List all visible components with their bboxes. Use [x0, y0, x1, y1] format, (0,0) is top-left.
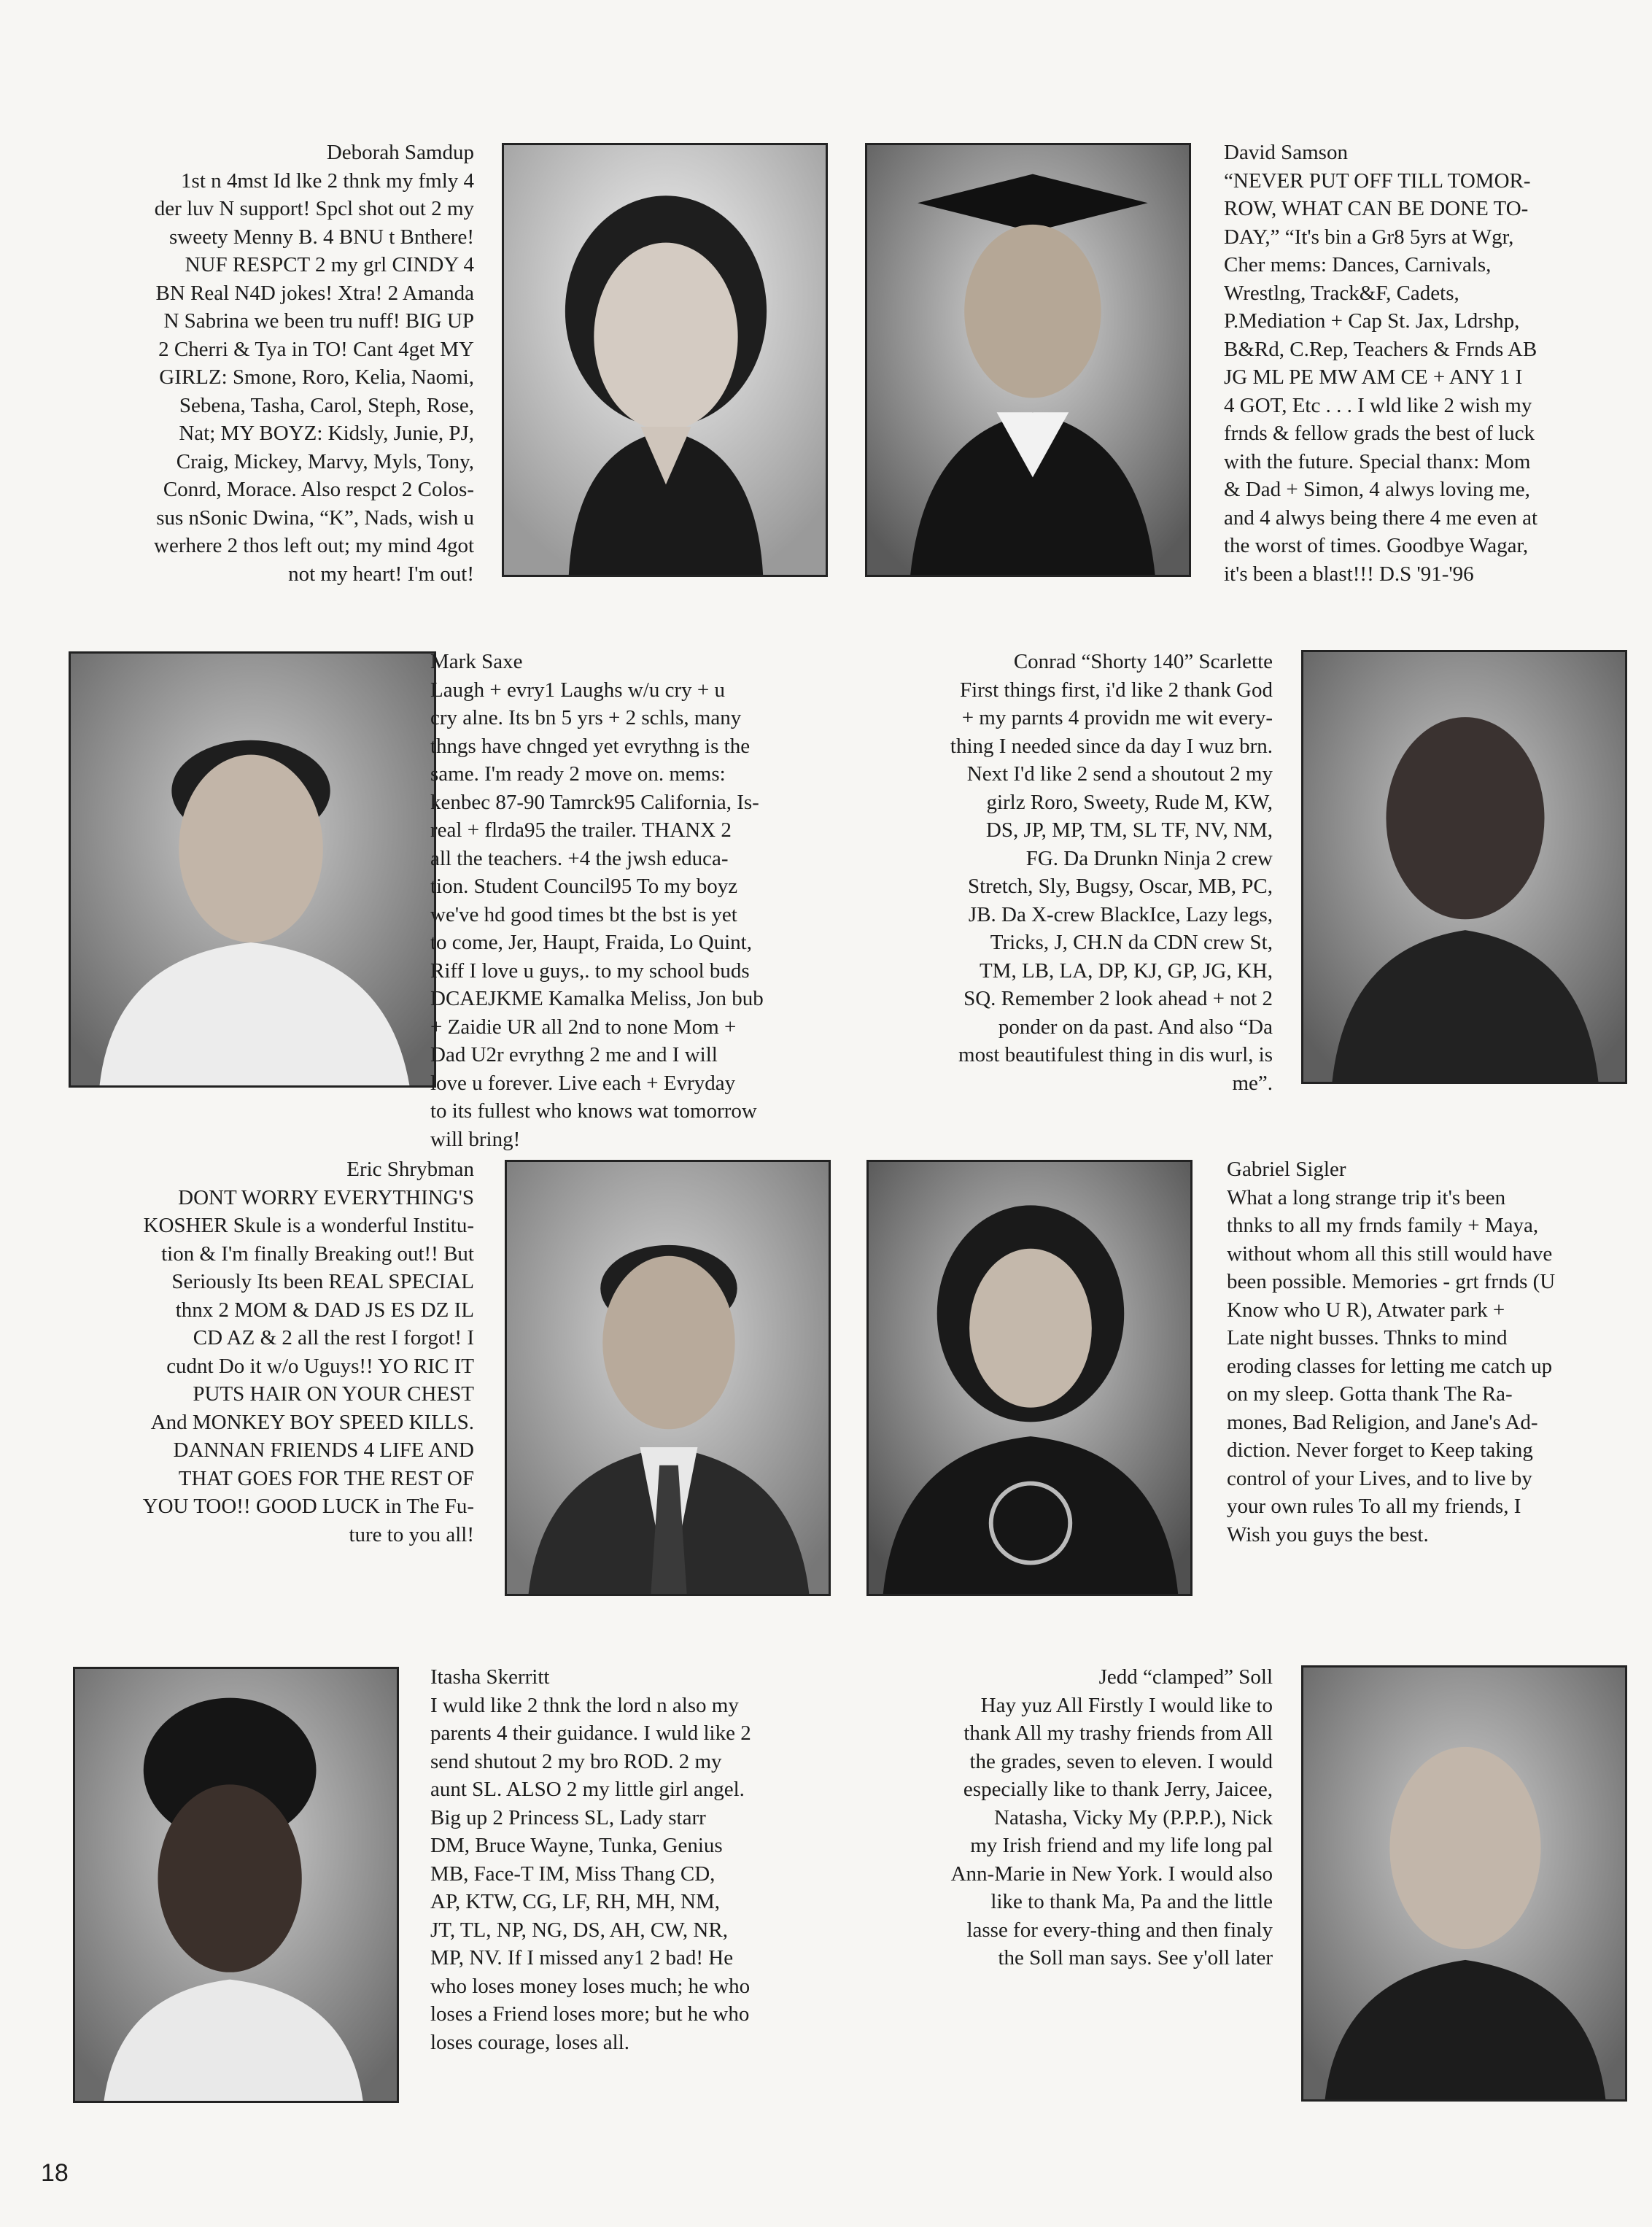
message-line: frnds & fellow grads the best of luck [1224, 422, 1535, 445]
message-line: KOSHER Skule is a wonderful Institu- [143, 1214, 474, 1237]
message-line: Wish you guys the best. [1227, 1522, 1429, 1546]
message-line: like to thank Ma, Pa and the little [990, 1890, 1273, 1913]
message-line: without whom all this still would have [1227, 1242, 1553, 1266]
student-name: Jedd “clamped” Soll [1098, 1665, 1273, 1689]
message-line: been possible. Memories - grt frnds (U [1227, 1270, 1556, 1293]
message-line: AP, KTW, CG, LF, RH, MH, NM, [430, 1890, 721, 1913]
message-line: ROW, WHAT CAN BE DONE TO- [1224, 197, 1529, 220]
message-line: real + flrda95 the trailer. THANX 2 [430, 818, 732, 842]
message-line: CD AZ & 2 all the rest I forgot! I [193, 1326, 474, 1349]
message-line: First things first, i'd like 2 thank God [960, 678, 1273, 702]
message-line: BN Real N4D jokes! Xtra! 2 Amanda [155, 281, 474, 305]
message-line: Big up 2 Princess SL, Lady starr [430, 1805, 706, 1829]
message-line: DS, JP, MP, TM, SL TF, NV, NM, [985, 818, 1273, 842]
message-line: diction. Never forget to Keep taking [1227, 1438, 1533, 1462]
message-line: PUTS HAIR ON YOUR CHEST [193, 1382, 474, 1406]
entry-david [1224, 139, 1632, 588]
photo-itasha [73, 1667, 399, 2103]
message-line: TM, LB, LA, DP, KJ, GP, JG, KH, [979, 958, 1273, 983]
message-line: not my heart! I'm out! [288, 562, 474, 586]
message-line: the worst of times. Goodbye Wagar, [1224, 534, 1529, 557]
message-line: cry alne. Its bn 5 yrs + 2 schls, many [430, 706, 742, 729]
student-name: Conrad “Shorty 140” Scarlette [1013, 650, 1273, 673]
message-line: lasse for every-thing and then finaly [966, 1918, 1273, 1942]
message-line: tion & I'm finally Breaking out!! But [161, 1242, 474, 1266]
photo-mark [69, 651, 436, 1088]
message-line: sweety Menny B. 4 BNU t Bnthere! [168, 225, 474, 249]
message-line: thing I needed since da day I wuz brn. [950, 734, 1273, 758]
message-line: Dad U2r evrythng 2 me and I will [430, 1043, 718, 1066]
message-line: Tricks, J, CH.N da CDN crew St, [990, 931, 1273, 954]
message-line: cudnt Do it w/o Uguys!! YO RIC IT [166, 1354, 474, 1378]
entry-itasha [430, 1663, 853, 2056]
message-line: And MONKEY BOY SPEED KILLS. [150, 1410, 474, 1434]
entry-conrad [861, 648, 1273, 1097]
message-line: and 4 alwys being there 4 me even at [1224, 506, 1538, 530]
photo-eric [505, 1160, 831, 1596]
message-line: NUF RESPCT 2 my grl CINDY 4 [185, 253, 474, 276]
message-line: “NEVER PUT OFF TILL TOMOR- [1224, 169, 1531, 193]
entry-jedd [861, 1663, 1273, 1972]
message-line: werhere 2 thos left out; my mind 4got [154, 534, 474, 557]
message-line: Next I'd like 2 send a shoutout 2 my [966, 762, 1273, 786]
message-line: to its fullest who knows wat tomorrow [430, 1099, 757, 1123]
message-line: with the future. Special thanx: Mom [1224, 449, 1531, 473]
message-line: DCAEJKME Kamalka Meliss, Jon bub [430, 987, 764, 1010]
message-line: thank All my trashy friends from All [963, 1721, 1273, 1745]
message-line: sus nSonic Dwina, “K”, Nads, wish u [156, 506, 474, 530]
message-line: who loses money loses much; he who [430, 1974, 751, 1998]
entry-mark [430, 648, 853, 1153]
message-line: der luv N support! Spcl shot out 2 my [154, 197, 474, 220]
photo-conrad [1301, 650, 1627, 1084]
student-name: Eric Shrybman [346, 1158, 474, 1181]
message-line: Riff I love u guys,. to my school buds [430, 958, 750, 983]
message-line: the Soll man says. See y'oll later [998, 1946, 1273, 1970]
message-line: loses a Friend loses more; but he who [430, 2002, 750, 2026]
message-line: N Sabrina we been tru nuff! BIG UP [163, 309, 474, 333]
message-line: & Dad + Simon, 4 alwys loving me, [1224, 478, 1530, 501]
message-line: will bring! [430, 1127, 521, 1151]
message-line: to come, Jer, Haupt, Fraida, Lo Quint, [430, 931, 752, 954]
message-line: control of your Lives, and to live by [1227, 1466, 1532, 1490]
message-line: thngs have chnged yet evrythng is the [430, 734, 751, 758]
message-line: kenbec 87-90 Tamrck95 California, Is- [430, 790, 759, 814]
message-line: THAT GOES FOR THE REST OF [178, 1466, 474, 1490]
message-line: Late night busses. Thnks to mind [1227, 1326, 1508, 1349]
message-line: most beautifulest thing in dis wurl, is [958, 1043, 1273, 1066]
message-line: JB. Da X-crew BlackIce, Lazy legs, [968, 902, 1273, 926]
message-line: mones, Bad Religion, and Jane's Ad- [1227, 1410, 1538, 1434]
message-line: eroding classes for letting me catch up [1227, 1354, 1553, 1378]
photo-jedd [1301, 1665, 1627, 2102]
message-line: 4 GOT, Etc . . . I wld like 2 wish my [1224, 393, 1532, 417]
message-line: girlz Roro, Sweety, Rude M, KW, [986, 790, 1273, 814]
photo-gabriel [866, 1160, 1193, 1596]
message-line: thnks to all my frnds family + Maya, [1227, 1214, 1539, 1237]
student-name: David Samson [1224, 141, 1348, 164]
entry-gabriel [1227, 1155, 1635, 1549]
message-line: loses courage, loses all. [430, 2030, 630, 2054]
message-line: SQ. Remember 2 look ahead + not 2 [963, 987, 1273, 1010]
message-line: Wrestlng, Track&F, Cadets, [1224, 281, 1459, 305]
student-name: Itasha Skerritt [430, 1665, 550, 1689]
message-line: 1st n 4mst Id lke 2 thnk my fmly 4 [181, 169, 474, 193]
message-line: Hay yuz All Firstly I would like to [980, 1693, 1273, 1717]
message-line: JG ML PE MW AM CE + ANY 1 I [1224, 365, 1523, 389]
message-line: Conrd, Morace. Also respct 2 Colos- [163, 478, 474, 501]
message-line: Cher mems: Dances, Carnivals, [1224, 253, 1492, 276]
message-line: Stretch, Sly, Bugsy, Oscar, MB, PC, [967, 875, 1273, 898]
message-line: MB, Face-T IM, Miss Thang CD, [430, 1862, 716, 1886]
message-line: JT, TL, NP, NG, DS, AH, CW, NR, [430, 1918, 728, 1942]
message-line: my Irish friend and my life long pal [970, 1834, 1273, 1857]
message-line: Laugh + evry1 Laughs w/u cry + u [430, 678, 725, 702]
message-line: aunt SL. ALSO 2 my little girl angel. [430, 1778, 745, 1801]
message-line: B&Rd, C.Rep, Teachers & Frnds AB [1224, 337, 1537, 361]
message-line: GIRLZ: Smone, Roro, Kelia, Naomi, [159, 365, 474, 389]
message-line: + Zaidie UR all 2nd to none Mom + [430, 1015, 737, 1039]
message-line: What a long strange trip it's been [1227, 1185, 1506, 1209]
message-line: Natasha, Vicky My (P.P.P.), Nick [994, 1805, 1273, 1829]
message-line: P.Mediation + Cap St. Jax, Ldrshp, [1224, 309, 1520, 333]
message-line: FG. Da Drunkn Ninja 2 crew [1025, 846, 1273, 870]
message-line: especially like to thank Jerry, Jaicee, [963, 1778, 1273, 1801]
message-line: Craig, Mickey, Marvy, Myls, Tony, [176, 449, 474, 473]
message-line: me”. [1232, 1071, 1273, 1095]
message-line: DM, Bruce Wayne, Tunka, Genius [430, 1834, 723, 1857]
message-line: Ann-Marie in New York. I would also [950, 1862, 1273, 1886]
message-line: parents 4 their guidance. I wuld like 2 [430, 1721, 751, 1745]
message-line: we've hd good times bt the bst is yet [430, 902, 737, 926]
entry-deborah [51, 139, 474, 588]
message-line: thnx 2 MOM & DAD JS ES DZ IL [175, 1298, 474, 1322]
message-line: ponder on da past. And also “Da [998, 1015, 1273, 1039]
message-line: YOU TOO!! GOOD LUCK in The Fu- [142, 1495, 474, 1518]
message-line: all the teachers. +4 the jwsh educa- [430, 846, 729, 870]
message-line: MP, NV. If I missed any1 2 bad! He [430, 1946, 734, 1970]
message-line: + my parnts 4 providn me wit every- [961, 706, 1273, 729]
message-line: same. I'm ready 2 move on. mems: [430, 762, 726, 786]
message-line: love u forever. Live each + Evryday [430, 1071, 736, 1095]
student-name: Gabriel Sigler [1227, 1158, 1346, 1181]
message-line: Nat; MY BOYZ: Kidsly, Junie, PJ, [179, 422, 474, 445]
photo-deborah [502, 143, 828, 577]
message-line: DANNAN FRIENDS 4 LIFE AND [173, 1438, 474, 1462]
message-line: ture to you all! [349, 1522, 474, 1546]
entry-eric [51, 1155, 474, 1549]
message-line: Know who U R), Atwater park + [1227, 1298, 1505, 1322]
message-line: Sebena, Tasha, Carol, Steph, Rose, [179, 393, 474, 417]
message-line: DONT WORRY EVERYTHING'S [178, 1185, 474, 1209]
message-line: I wuld like 2 thnk the lord n also my [430, 1693, 739, 1717]
message-line: send shutout 2 my bro ROD. 2 my [430, 1749, 722, 1773]
page-number: 18 [41, 2159, 69, 2187]
message-line: the grades, seven to eleven. I would [969, 1749, 1273, 1773]
message-line: tion. Student Council95 To my boyz [430, 875, 738, 898]
student-name: Mark Saxe [430, 650, 523, 673]
message-line: DAY,” “It's bin a Gr8 5yrs at Wgr, [1224, 225, 1514, 249]
photo-david [865, 143, 1191, 577]
message-line: Seriously Its been REAL SPECIAL [171, 1270, 474, 1293]
message-line: it's been a blast!!! D.S '91-'96 [1224, 562, 1474, 586]
message-line: 2 Cherri & Tya in TO! Cant 4get MY [158, 337, 474, 361]
message-line: on my sleep. Gotta thank The Ra- [1227, 1382, 1513, 1406]
message-line: your own rules To all my friends, I [1227, 1495, 1521, 1518]
student-name: Deborah Samdup [326, 141, 474, 164]
